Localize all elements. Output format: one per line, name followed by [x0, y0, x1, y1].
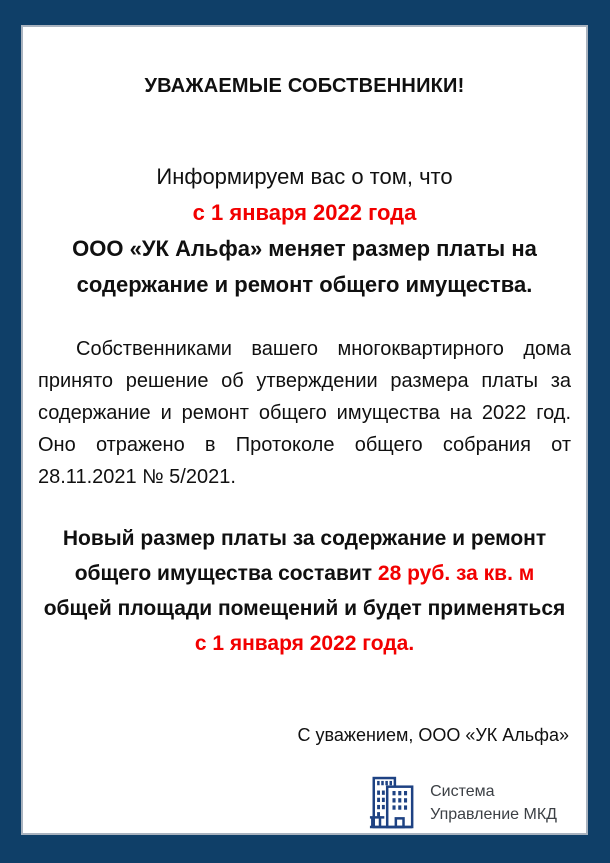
building-icon: [368, 774, 416, 832]
intro-block: [38, 159, 571, 303]
notice-sheet: [21, 25, 588, 835]
new-rate-price: 28 руб. за кв. м: [377, 562, 535, 585]
decision-paragraph: Собственниками вашего многоквартирного дома принято решение об утверждении размера платы за содержание и ремонт общего имущества на 2022 год. Оно отражено в Протоколе общего собрания от 28.11.2021 № 5/2021.: [38, 338, 571, 488]
intro-statement: ООО «УК Альфа» меняет размер платы на содержание и ремонт общего имущества.: [72, 236, 537, 297]
logo-text-line1: Система: [430, 783, 495, 800]
notice-title: УВАЖАЕМЫЕ СОБСТВЕННИКИ!: [144, 75, 465, 97]
signature-line: С уважением, ООО «УК Альфа»: [297, 725, 569, 745]
logo-block: [38, 774, 571, 832]
intro-line: Информируем вас о том, что: [156, 164, 453, 189]
new-rate-text-2: общей площади помещений и будет применяться: [43, 597, 566, 620]
new-rate-text-1: Новый размер платы за содержание и ремонт общего имущества составит: [62, 527, 547, 585]
logo-text-line2: Управление МКД: [430, 806, 557, 823]
new-rate-date: с 1 января 2022 года.: [194, 632, 415, 655]
logo-text: [430, 780, 557, 826]
new-rate-paragraph: [38, 521, 571, 661]
intro-effective-date: с 1 января 2022 года: [192, 200, 417, 225]
